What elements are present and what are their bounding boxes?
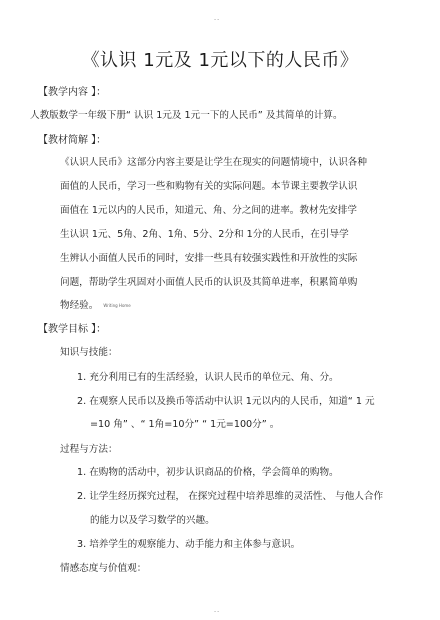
brief-line: 生辨认小面值人民币的同时，安排一些具有较强实践性和开放性的实际 — [60, 253, 358, 264]
brief-line-last — [60, 297, 131, 311]
knowledge-item: 2. 在观察人民币以及换币等活动中认识 1元以内的人民币，知道“ 1 元 — [77, 396, 375, 407]
tiny-watermark-note: Writing Home — [103, 302, 131, 308]
subheading-emotion: 情感态度与价值观： — [60, 563, 147, 574]
process-item: 2. 让学生经历探究过程， 在探究过程中培养思维的灵活性、 与他人合作 — [77, 491, 384, 502]
knowledge-item-cont: =10 角” 、“ 1角=10分” “ 1元=100分” 。 — [90, 419, 280, 430]
header-mark: -- — [214, 16, 221, 23]
knowledge-item: 1. 充分利用已有的生活经验，认识人民币的单位元、角、分。 — [77, 372, 339, 383]
content-text: 人教版数学一年级下册“ 认识 1元及 1元一下的人民币” 及其简单的计算。 — [30, 110, 343, 121]
brief-line: 面值的人民币，学习一些和购物有关的实际问题。本节课主要教学认识 — [60, 181, 358, 192]
section-heading-content: 【教学内容 】： — [38, 87, 107, 98]
section-heading-goals: 【教学目标 】： — [38, 324, 107, 335]
subheading-knowledge: 知识与技能： — [60, 347, 118, 358]
brief-line-text: 物经验。 — [60, 300, 99, 311]
section-heading-brief: 【教材简解 】： — [38, 135, 107, 146]
process-item: 3. 培养学生的观察能力、动手能力和主体参与意识。 — [77, 539, 301, 550]
brief-line: 生认识 1元、5角、2角、1角、5分、2分和 1分的人民币，在引导学 — [60, 229, 349, 240]
brief-line: 问题，帮助学生巩固对小面值人民币的认识及其简单进率，积累简单购 — [60, 277, 358, 288]
brief-line: 面值在 1元以内的人民币，知道元、角、分之间的进率。教材先安排学 — [60, 205, 357, 216]
footer-mark: -- — [214, 608, 221, 615]
process-item-cont: 的能力以及学习数学的兴趣。 — [90, 515, 215, 526]
subheading-process: 过程与方法： — [60, 444, 118, 455]
page-title: 《认识 1元及 1元以下的人民币》 — [81, 50, 359, 71]
brief-line: 《认识人民币》这部分内容主要是让学生在现实的问题情境中，认识各种 — [60, 157, 367, 168]
process-item: 1. 在购物的活动中，初步认识商品的价格，学会简单的购物。 — [77, 467, 339, 478]
